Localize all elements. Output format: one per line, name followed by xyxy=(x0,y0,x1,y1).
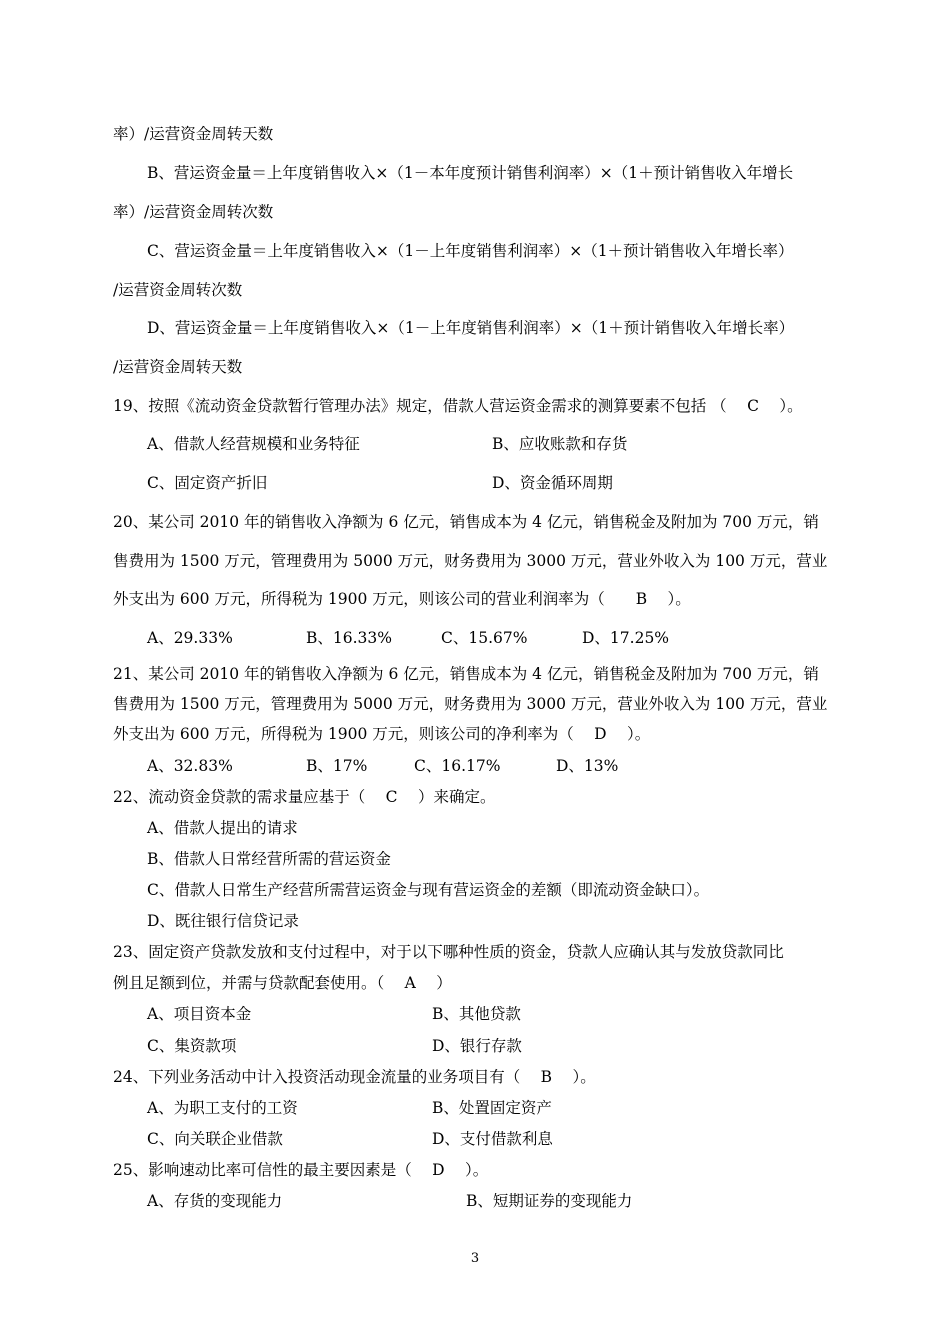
option-a: A、借款人提出的请求 xyxy=(147,819,298,837)
text-line: D、营运资金量＝上年度销售收入×（1－上年度销售利润率）×（1＋预计销售收入年增长率） xyxy=(147,319,795,337)
option-a: A、32.83% xyxy=(147,757,233,775)
question-23-stem: 23、固定资产贷款发放和支付过程中，对于以下哪种性质的资金，贷款人应确认其与发放贷款同比 xyxy=(113,943,784,961)
option-b: B、短期证券的变现能力 xyxy=(466,1192,633,1210)
text-line: C、营运资金量＝上年度销售收入×（1－上年度销售利润率）×（1＋预计销售收入年增长率） xyxy=(147,242,794,260)
option-b: B、16.33% xyxy=(306,629,392,647)
question-23-stem: 例且足额到位，并需与贷款配套使用。（ A ） xyxy=(113,974,452,992)
option-d: D、资金循环周期 xyxy=(492,474,613,492)
option-a: A、借款人经营规模和业务特征 xyxy=(147,435,360,453)
option-d: D、既往银行信贷记录 xyxy=(147,912,299,930)
option-b: B、17% xyxy=(306,757,368,775)
question-24-stem: 24、下列业务活动中计入投资活动现金流量的业务项目有（ B ）。 xyxy=(113,1068,596,1086)
question-22-stem: 22、流动资金贷款的需求量应基于（ C ）来确定。 xyxy=(113,788,496,806)
option-a: A、29.33% xyxy=(147,629,233,647)
text-line: 率）/运营资金周转天数 xyxy=(113,125,274,143)
option-c: C、集资款项 xyxy=(147,1037,237,1055)
text-line: 率）/运营资金周转次数 xyxy=(113,203,274,221)
option-d: D、支付借款利息 xyxy=(432,1130,553,1148)
question-21-stem: 21、某公司 2010 年的销售收入净额为 6 亿元，销售成本为 4 亿元，销售税金及附加为 700 万元，销 xyxy=(113,665,819,683)
option-c: C、固定资产折旧 xyxy=(147,474,268,492)
question-20-stem: 外支出为 600 万元，所得税为 1900 万元，则该公司的营业利润率为（ B ）。 xyxy=(113,590,691,608)
question-25-stem: 25、影响速动比率可信性的最主要因素是（ D ）。 xyxy=(113,1161,489,1179)
option-d: D、17.25% xyxy=(582,629,670,647)
option-d: D、13% xyxy=(556,757,619,775)
option-b: B、处置固定资产 xyxy=(432,1099,552,1117)
option-c: C、16.17% xyxy=(414,757,501,775)
option-b: B、其他贷款 xyxy=(432,1005,521,1023)
question-20-stem: 售费用为 1500 万元，管理费用为 5000 万元，财务费用为 3000 万元，营业外收入为 100 万元，营业 xyxy=(113,552,828,570)
question-21-stem: 外支出为 600 万元，所得税为 1900 万元，则该公司的净利率为（ D ）。 xyxy=(113,725,651,743)
option-a: A、为职工支付的工资 xyxy=(147,1099,298,1117)
text-line: B、营运资金量＝上年度销售收入×（1－本年度预计销售利润率）×（1＋预计销售收入年增长 xyxy=(147,164,794,182)
option-b: B、应收账款和存货 xyxy=(492,435,628,453)
option-c: C、15.67% xyxy=(441,629,528,647)
text-line: /运营资金周转天数 xyxy=(113,358,243,376)
text-line: /运营资金周转次数 xyxy=(113,281,243,299)
option-c: C、向关联企业借款 xyxy=(147,1130,283,1148)
page-number: 3 xyxy=(470,1251,480,1266)
option-c: C、借款人日常生产经营所需营运资金与现有营运资金的差额（即流动资金缺口）。 xyxy=(147,881,710,899)
option-a: A、项目资本金 xyxy=(147,1005,252,1023)
question-21-stem: 售费用为 1500 万元，管理费用为 5000 万元，财务费用为 3000 万元，营业外收入为 100 万元，营业 xyxy=(113,695,828,713)
option-a: A、存货的变现能力 xyxy=(147,1192,283,1210)
option-d: D、银行存款 xyxy=(432,1037,522,1055)
question-20-stem: 20、某公司 2010 年的销售收入净额为 6 亿元，销售成本为 4 亿元，销售税金及附加为 700 万元，销 xyxy=(113,513,819,531)
question-19-stem: 19、按照《流动资金贷款暂行管理办法》规定，借款人营运资金需求的测算要素不包括 （ C ）。 xyxy=(113,397,803,415)
option-b: B、借款人日常经营所需的营运资金 xyxy=(147,850,391,868)
